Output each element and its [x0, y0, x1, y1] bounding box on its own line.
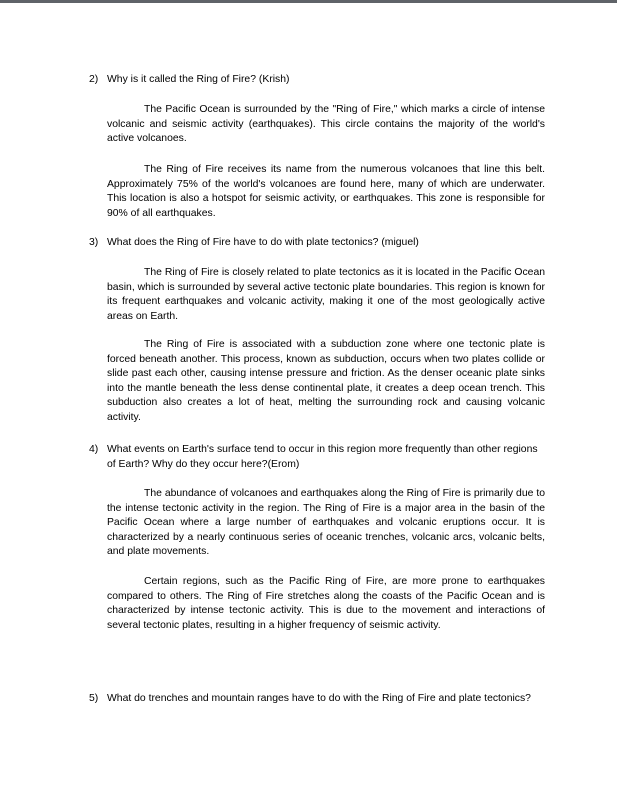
- question-number: 2): [89, 74, 99, 85]
- paragraph: Certain regions, such as the Pacific Ring of Fire, are more prone to earthquakes compared to others. The Ring of Fire stretches along the coasts of the Pacific Ocean and is characterized by intense tectonic activity. This is due to the movement and interactions of several tectonic plates, resulting in a higher frequency of seismic activity.: [107, 576, 545, 631]
- paragraph: The Pacific Ocean is surrounded by the "Ring of Fire," which marks a circle of intense volcanic and seismic activity (earthquakes). This circle contains the majority of the world's active volcanoes.: [107, 104, 545, 145]
- question-number: 4): [89, 444, 99, 455]
- question-text: Why is it called the Ring of Fire? (Krish): [107, 74, 290, 85]
- question-4: [89, 443, 549, 472]
- paragraph: The abundance of volcanoes and earthquakes along the Ring of Fire is primarily due to the intense tectonic activity in the region. The Ring of Fire is a major area in the basin of the Pacific Ocean where a large number of earthquakes and volcanic eruptions occur. It is characterized by a nearly continuous series of oceanic trenches, volcanic arcs, volcanic belts, and plate movements.: [107, 488, 545, 558]
- question-text: What events on Earth's surface tend to occur in this region more frequently than other regions of Earth? Why do they occur here?(Erom): [107, 444, 538, 470]
- paragraph: The Ring of Fire is associated with a subduction zone where one tectonic plate is forced beneath another. This process, known as subduction, occurs when two plates collide or slide past each other, causing intense pressure and friction. As the denser oceanic plate sinks into the mantle beneath the less dense continental plate, it creates a deep ocean trench. This subduction also creates a lot of heat, melting the surrounding rock and causing volcanic activity.: [107, 339, 545, 423]
- question-2: [89, 73, 549, 88]
- question-3: [89, 236, 549, 251]
- question-text: What do trenches and mountain ranges have to do with the Ring of Fire and plate tectonics?: [107, 693, 531, 704]
- question-text: What does the Ring of Fire have to do with plate tectonics? (miguel): [107, 237, 419, 248]
- paragraph: The Ring of Fire receives its name from the numerous volcanoes that line this belt. Approximately 75% of the world's volcanoes are found here, many of which are underwater. This location is also a hotspot for seismic activity, or earthquakes. This zone is responsible for 90% of all earthquakes.: [107, 164, 545, 219]
- question-5: [89, 692, 549, 707]
- paragraph: The Ring of Fire is closely related to plate tectonics as it is located in the Pacific Ocean basin, which is surrounded by several active tectonic plate boundaries. This region is known for its frequent earthquakes and volcanic activity, making it one of the most geologically active areas on Earth.: [107, 267, 545, 322]
- question-number: 5): [89, 693, 99, 704]
- question-number: 3): [89, 237, 99, 248]
